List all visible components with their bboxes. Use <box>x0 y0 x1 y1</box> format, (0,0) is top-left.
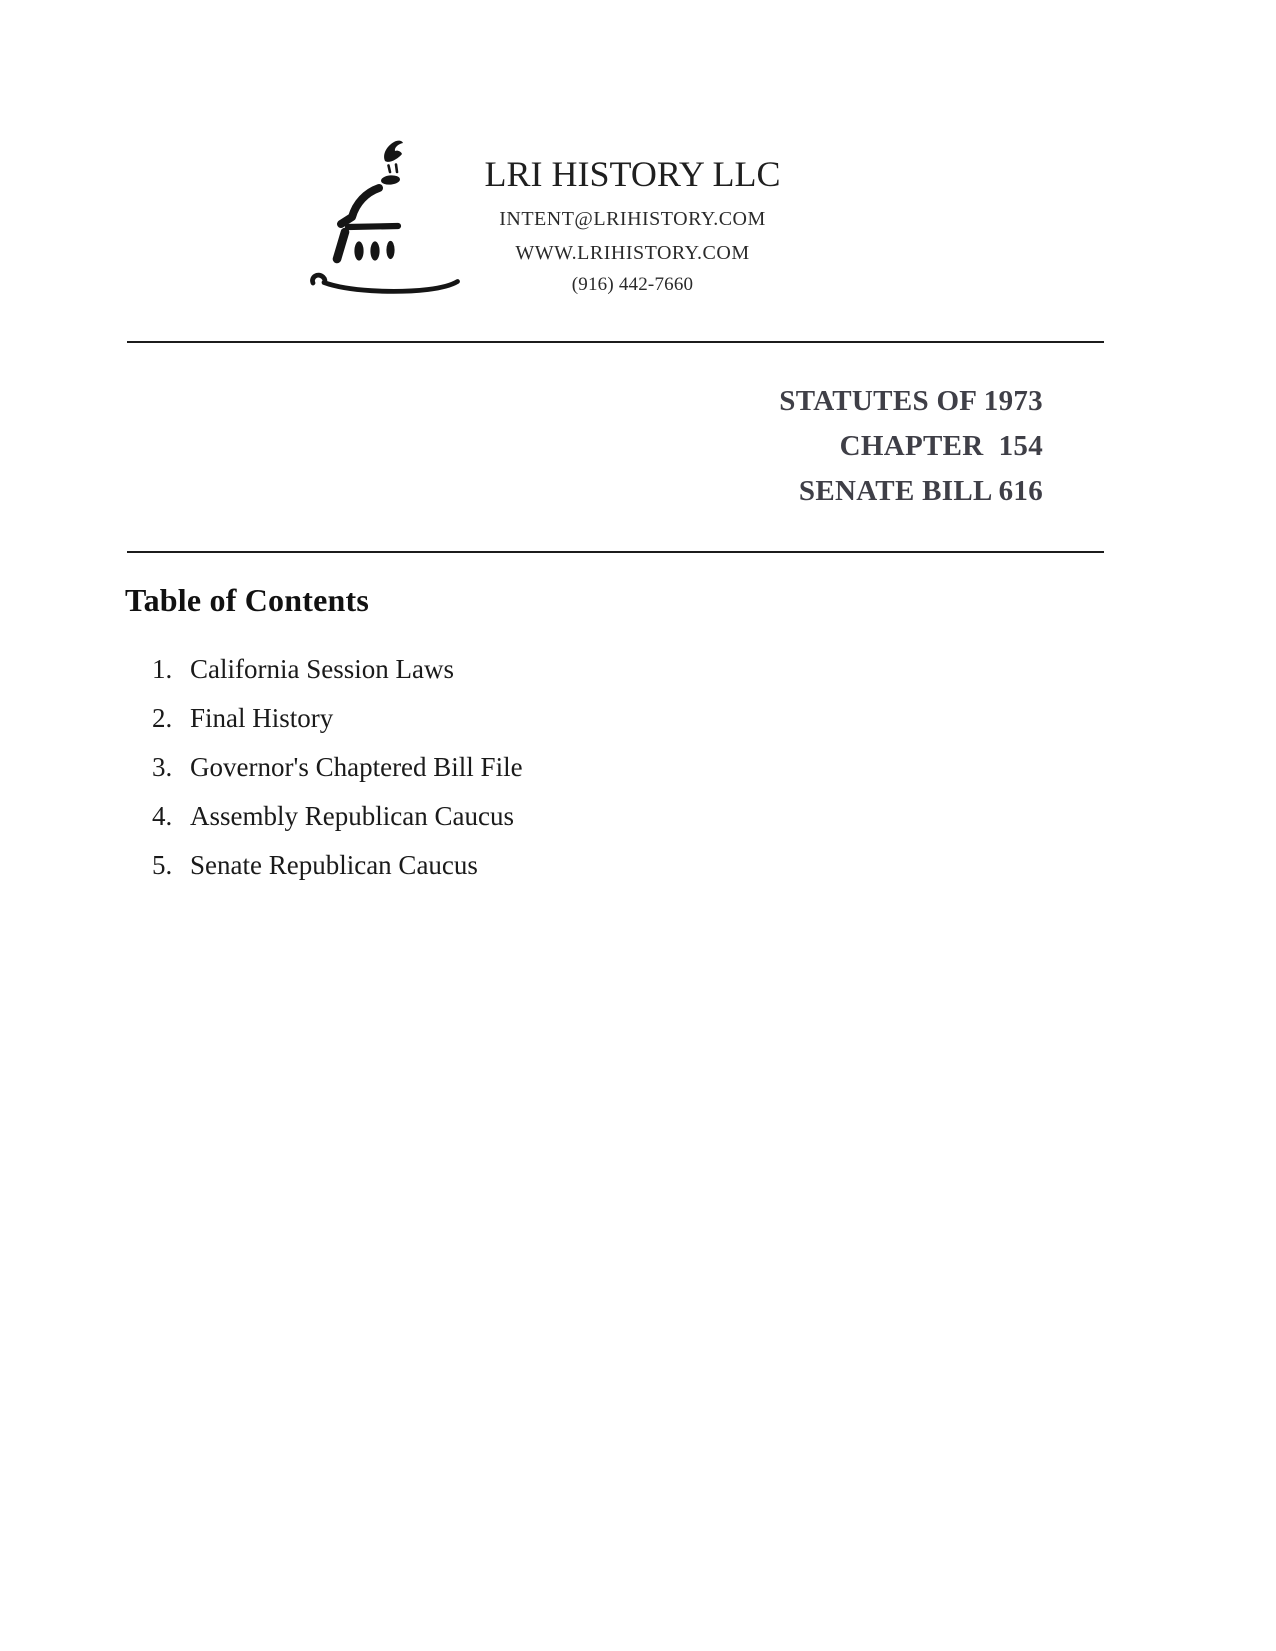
toc-item-number: 1. <box>152 654 173 684</box>
toc-item <box>152 694 523 743</box>
toc-item-label: Assembly Republican Caucus <box>190 801 514 831</box>
logo-finial <box>384 141 403 162</box>
toc-item-number: 5. <box>152 850 173 880</box>
toc-item-label: California Session Laws <box>190 654 454 684</box>
toc-item <box>152 743 523 792</box>
toc-item <box>152 645 523 694</box>
toc-title: Table of Contents <box>125 582 370 618</box>
senate-bill-line: SENATE BILL 616 <box>798 475 1043 507</box>
company-website: WWW.LRIHISTORY.COM <box>515 242 750 264</box>
statute-reference <box>779 379 1043 514</box>
toc-item <box>152 792 523 841</box>
toc-item-label: Final History <box>190 703 334 733</box>
toc-item-number: 2. <box>152 703 173 733</box>
toc-item-label: Senate Republican Caucus <box>190 850 478 880</box>
toc-item-number: 3. <box>152 752 173 782</box>
chapter-line: CHAPTER 154 <box>839 430 1043 462</box>
toc-item <box>152 841 523 890</box>
toc-list <box>152 645 523 890</box>
divider-line-top <box>127 341 1104 343</box>
toc-item-number: 4. <box>152 801 173 831</box>
company-email: INTENT@LRIHISTORY.COM <box>499 208 766 230</box>
statutes-year-line: STATUTES OF 1973 <box>779 385 1043 417</box>
company-phone: (916) 442-7660 <box>571 274 694 295</box>
letterhead <box>430 150 835 296</box>
toc-item-label: Governor's Chaptered Bill File <box>190 752 523 782</box>
company-name: LRI HISTORY LLC <box>484 154 781 194</box>
divider-line-bottom <box>127 551 1104 553</box>
